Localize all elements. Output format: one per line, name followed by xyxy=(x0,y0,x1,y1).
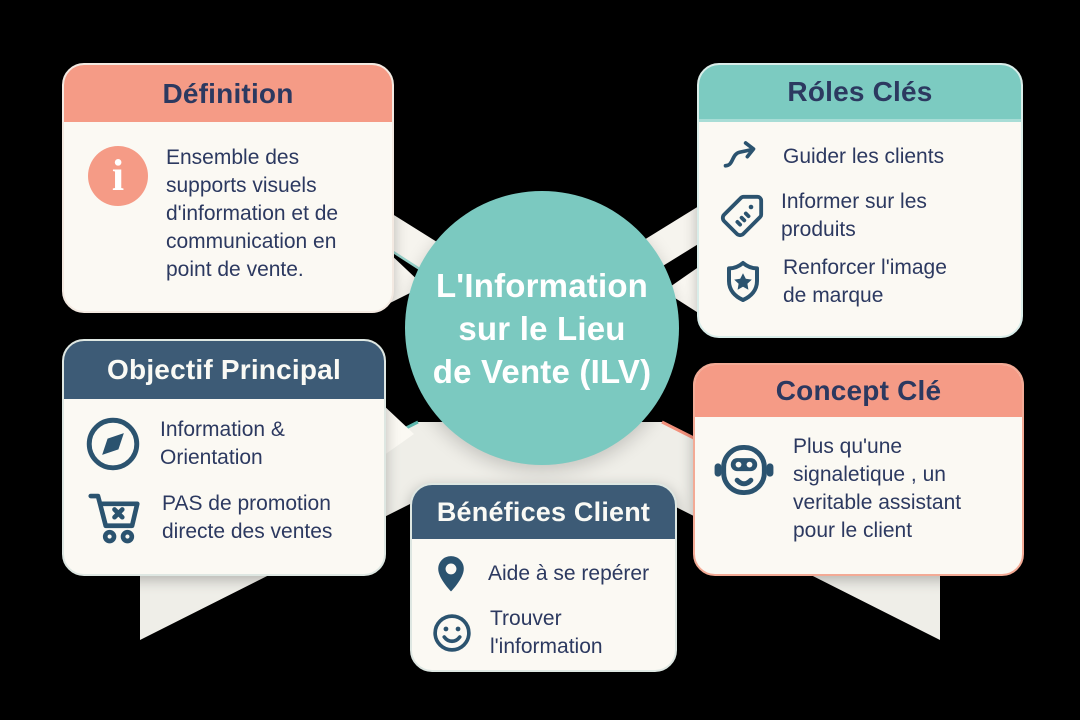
card-definition xyxy=(62,63,394,313)
card-definition-title: Définition xyxy=(162,77,294,109)
center-title-line3: de Vente (ILV) xyxy=(432,352,652,390)
card-definition-body xyxy=(64,122,392,294)
cart-x-icon xyxy=(82,487,146,549)
objectif-item-pas-promotion: PAS de promotion directe des ventes xyxy=(82,487,370,549)
concept-text: Plus qu'une signaletique , un veritable assistant pour le client xyxy=(793,435,962,542)
svg-text:i: i xyxy=(111,151,125,200)
smiley-icon xyxy=(430,611,474,655)
roles-item-guider: Guider les clients xyxy=(719,136,1007,178)
card-benefices-title: Bénéfices Client xyxy=(436,496,651,527)
card-roles-title: Róles Clés xyxy=(787,76,933,107)
card-benefices-body xyxy=(412,539,675,672)
card-concept-body xyxy=(695,417,1022,555)
definition-text: Ensemble des supports visuels d'information et de communication en point de vente. xyxy=(166,146,339,281)
roles-item-informer: Informer sur les produits xyxy=(719,188,1007,244)
card-roles-cles xyxy=(697,63,1023,338)
curved-arrow-icon xyxy=(719,136,767,178)
card-objectif-title: Objectif Principal xyxy=(107,354,341,385)
objectif-item-information: Information & Orientation xyxy=(82,413,370,475)
card-concept-header xyxy=(695,365,1022,417)
center-title-line2: sur le Lieu xyxy=(458,309,626,347)
map-pin-icon xyxy=(430,551,472,597)
price-tag-icon xyxy=(719,193,765,239)
card-concept-title: Concept Clé xyxy=(775,375,942,406)
compass-icon xyxy=(82,413,144,475)
card-objectif-body xyxy=(64,399,384,571)
center-circle xyxy=(405,191,679,465)
center-title-line1: L'Information xyxy=(435,266,649,304)
robot-icon xyxy=(711,437,777,503)
card-definition-header xyxy=(64,65,392,122)
roles-item-renforcer: Renforcer l'image de marque xyxy=(719,254,1007,310)
shield-star-icon xyxy=(719,256,767,308)
card-benefices-header xyxy=(412,485,675,539)
card-concept-cle xyxy=(693,363,1024,576)
info-icon xyxy=(86,144,150,208)
benefices-item-trouver: Trouver l'information xyxy=(430,605,661,661)
card-objectif-header xyxy=(64,341,384,399)
card-roles-body xyxy=(699,122,1021,330)
benefices-item-reperer: Aide à se repérer xyxy=(430,551,661,597)
card-objectif-principal xyxy=(62,339,386,576)
card-benefices-client xyxy=(410,483,677,672)
card-roles-header xyxy=(699,65,1021,122)
